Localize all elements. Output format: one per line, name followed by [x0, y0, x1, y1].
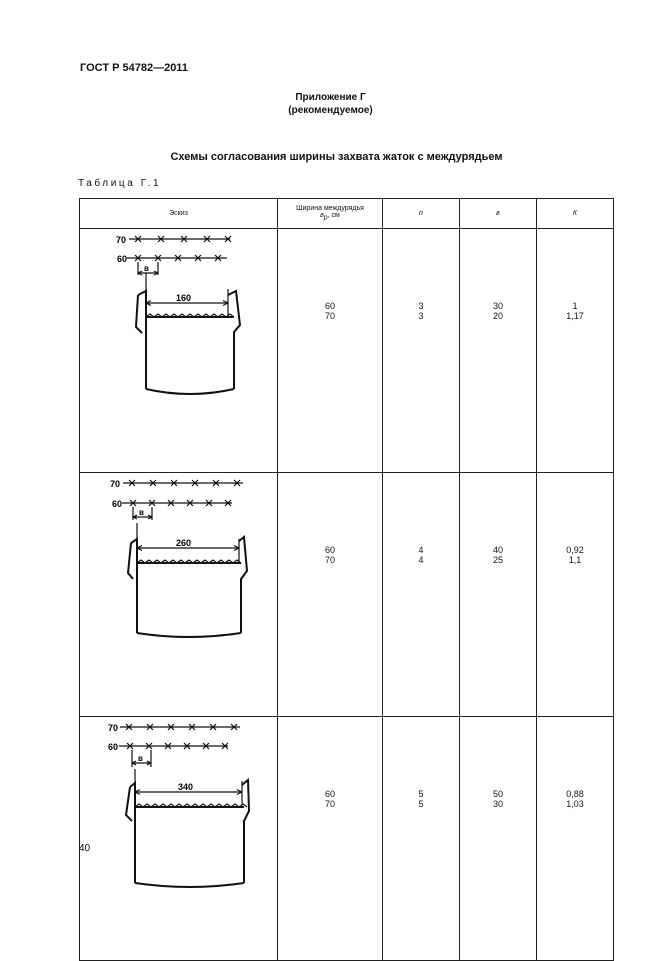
label-60: 60 [108, 742, 119, 752]
header-width-sub: р [323, 214, 328, 222]
cell-value: 60 [324, 545, 335, 555]
header-sketch-diagram [80, 717, 278, 888]
cell-n [383, 473, 460, 717]
cell-value: 4 [418, 555, 424, 565]
cell-widths [278, 717, 383, 961]
header-v [460, 199, 537, 229]
cell-widths [278, 229, 383, 473]
appendix-title: Приложение Г [295, 92, 366, 103]
section-title: Схемы согласования ширины захвата жаток с междурядьем [170, 151, 503, 163]
cell-widths [278, 473, 383, 717]
table-caption: Таблица Г.1 [78, 178, 162, 189]
sketch-cell [80, 229, 278, 473]
appendix-note: (рекомендуемое) [288, 105, 373, 116]
cell-value: 1,17 [566, 311, 584, 321]
label-70: 70 [110, 479, 121, 489]
cell-value: 60 [324, 301, 335, 311]
cell-value: 1 [572, 301, 578, 311]
standard-number: ГОСТ Р 54782—2011 [80, 62, 188, 74]
label-60: 60 [112, 499, 123, 509]
header-sketch: Эскиз [80, 199, 278, 229]
cell-value: 0,88 [566, 789, 584, 799]
appendix-heading [0, 91, 661, 117]
table-row [80, 717, 614, 961]
sketch-cell [80, 717, 278, 961]
dim-small: в [144, 264, 149, 273]
cell-value: 70 [324, 799, 335, 809]
cell-value: 30 [492, 799, 503, 809]
table-row [80, 473, 614, 717]
cell-v [460, 717, 537, 961]
table-row [80, 229, 614, 473]
cell-n [383, 229, 460, 473]
header-width-unit: , см [327, 212, 340, 220]
cell-value: 70 [324, 311, 335, 321]
cell-value: 0,92 [566, 545, 584, 555]
cell-value: 5 [418, 789, 424, 799]
header-k-label: К [572, 210, 578, 217]
label-70: 70 [108, 723, 119, 733]
cell-value: 25 [492, 555, 503, 565]
header-width-symbol: в [320, 212, 324, 220]
cell-value: 1,1 [568, 555, 582, 565]
table-header-row [80, 199, 614, 229]
cell-value: 60 [324, 789, 335, 799]
header-k [537, 199, 614, 229]
cell-value: 30 [492, 301, 503, 311]
header-sketch-diagram [80, 473, 278, 644]
dim-width: 260 [176, 538, 192, 548]
page-number: 40 [79, 843, 91, 854]
header-sketch-diagram [80, 229, 278, 400]
cell-value: 3 [418, 301, 424, 311]
header-width-line1: Ширина междурядья [296, 205, 364, 213]
cell-value: 50 [492, 789, 503, 799]
cell-k [537, 473, 614, 717]
header-row-width [278, 199, 383, 229]
header-width-line2 [278, 212, 382, 221]
cell-value: 1,03 [566, 799, 584, 809]
cell-value: 40 [492, 545, 503, 555]
cell-value: 70 [324, 555, 335, 565]
label-70: 70 [116, 235, 127, 245]
header-n-label: n [419, 210, 423, 217]
cell-n [383, 717, 460, 961]
dim-width: 160 [176, 293, 192, 303]
header-v-label: в [496, 210, 500, 217]
header-n [383, 199, 460, 229]
sketch-cell [80, 473, 278, 717]
cell-value: 5 [418, 799, 424, 809]
cell-value: 20 [492, 311, 503, 321]
label-60: 60 [117, 254, 128, 264]
dim-small: в [138, 754, 143, 763]
cell-k [537, 229, 614, 473]
dim-small: в [139, 508, 144, 517]
cell-value: 3 [418, 311, 424, 321]
cell-value: 4 [418, 545, 424, 555]
cell-k [537, 717, 614, 961]
dim-width: 340 [178, 782, 194, 792]
data-table [79, 198, 614, 961]
cell-v [460, 473, 537, 717]
cell-v [460, 229, 537, 473]
